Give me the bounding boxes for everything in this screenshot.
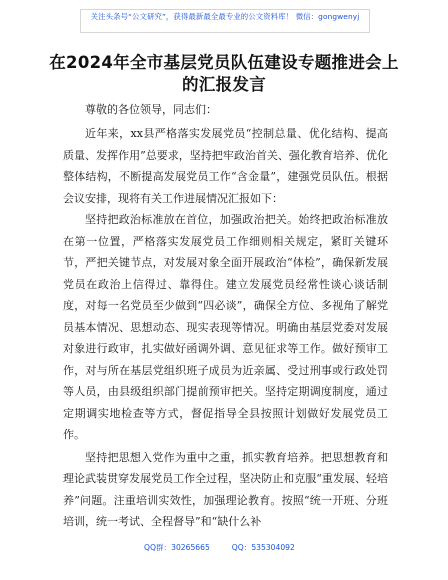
contact-footer [144, 543, 324, 553]
promo-banner-text: 关注头条号“公文研究”，获得最新最全最专业的公文资料库！ 微信：gongwenyj [90, 12, 360, 21]
document-body [63, 123, 388, 533]
paragraph-ideological-education: 坚持把思想入党作为重中之重，抓实教育培养。把思想教育和理论武装贯穿发展党员工作全过程，坚决防止和克服“重发展、轻培养”问题。注重培训实效性，加强理论教育。按照“统一开班、分班培训，统一考试、全程督导”和“缺什么补 [63, 450, 388, 528]
page-title [30, 52, 418, 96]
footer-qq: QQ：535304092 [231, 543, 295, 552]
paragraph-political-standard: 坚持把政治标准放在首位，加强政治把关。始终把政治标准放在第一位置，严格落实发展党员工作细则相关规定，紧盯关键环节，严把关键节点，对发展对象全面开展政治“体检”，确保新发展党员在政治上信得过、靠得住。建立发展党员经常性谈心谈话制度，对每一名党员至少做到“四必谈”，确保全方位、多视角了解党员基本情况、思想动态、现实表现等情况。明确由基层党委对发展对象进行政审，扎实做好函调外调、意见征求等工作。做好预审工作，对与所在基层党组织班子成员为近亲属、受过刑事或行政处罚等人员，由县级组织部门提前预审把关。坚持定期调度制度，通过定期调实地检查等方式，督促指导全县按照计划做好发展党员工作。 [63, 213, 388, 441]
promo-banner [80, 9, 370, 33]
title-line-2: 的汇报发言 [182, 75, 266, 94]
paragraph-intro: 近年来，xx县严格落实发展党员“控制总量、优化结构、提高质量、发挥作用”总要求，坚持把牢政治首关、强化教育培养、优化整体结构，不断提高发展党员工作“含金量”，建强党员队伍。根据会议安排，现将有关工作进展情况汇报如下： [63, 127, 388, 205]
title-line-1: 在2024年全市基层党员队伍建设专题推进会上 [49, 53, 399, 72]
salutation: 尊敬的各位领导，同志们： [85, 103, 217, 116]
footer-qq-group: QQ群：30265665 [144, 543, 210, 552]
